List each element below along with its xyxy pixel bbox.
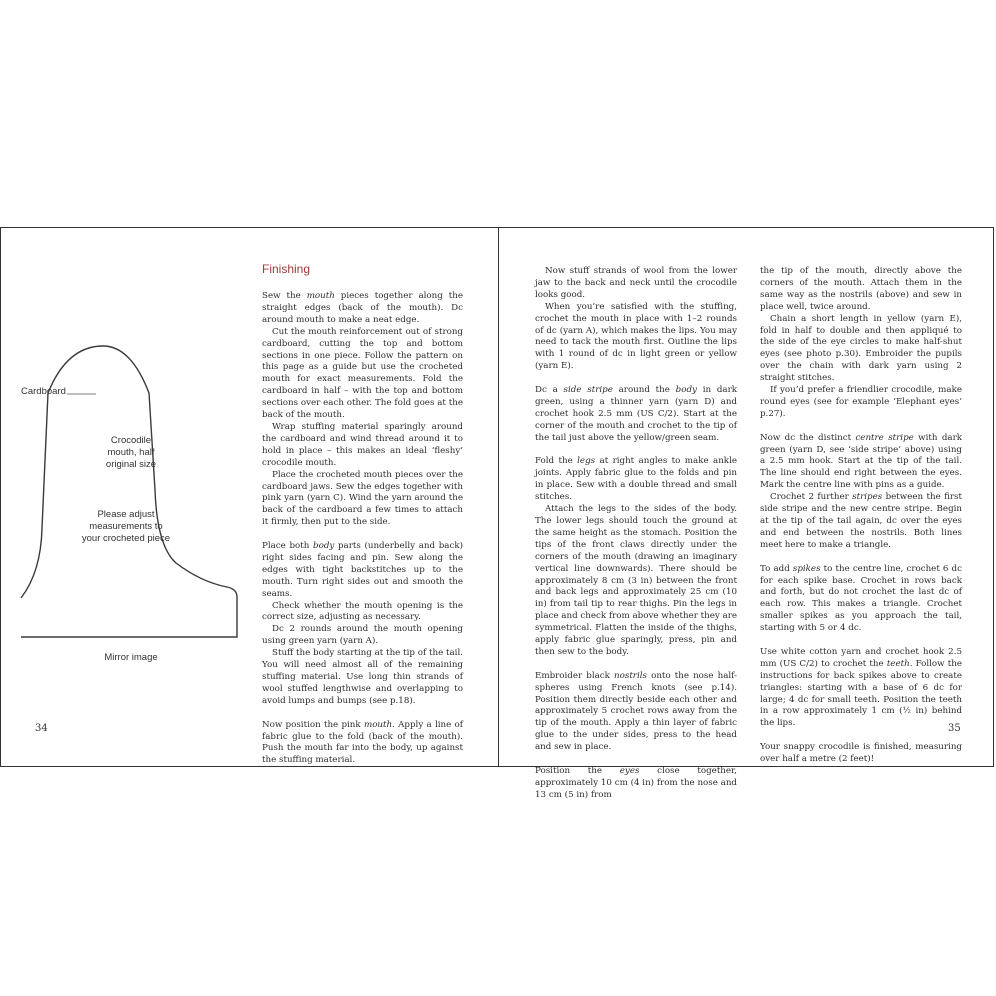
paragraph: Place the crocheted mouth pieces over the cardboard jaws. Sew the edges together with pink yarn (yarn C). Wind the yarn around the back of the cardboard a few times to attach it firmly, then put to the side. [262, 469, 463, 528]
paragraph: Now position the pink mouth. Apply a line of fabric glue to the fold (back of the mouth). Push the mouth far into the body, up against the stuffing material. [262, 719, 463, 766]
emphasis-term: side stripe [563, 385, 613, 396]
paragraph: If you’d prefer a friendlier crocodile, make round eyes (see for example ‘Elephant eyes’ p.27). [760, 385, 962, 419]
emphasis-term: centre stripe [855, 432, 914, 443]
emphasis-term: legs [577, 456, 596, 467]
text-column-2 [535, 266, 737, 802]
emphasis-term: eyes [619, 766, 640, 776]
emphasis-term: mouth [363, 719, 393, 730]
text-column-3 [760, 266, 962, 766]
paragraph: Cut the mouth reinforcement out of strong cardboard, cutting the top and bottom sections in one piece. Follow the pattern on this page as a guide but use the crocheted mouth for exact measurements. Fold the cardboard in half – with the top and bottom sections over each other. The fold goes at the back of the mouth. [262, 326, 463, 421]
emphasis-term: stripes [852, 492, 883, 503]
paragraph: Dc 2 rounds around the mouth opening using green yarn (yarn A). [262, 624, 463, 647]
emphasis-term: body [313, 541, 335, 552]
paragraph: Fold the legs at right angles to make ankle joints. Apply fabric glue to the folds and pin in place. Sew with a double thread and small stitches. [535, 456, 737, 503]
emphasis-term: spikes [792, 563, 821, 574]
pattern-center-label: Crocodile mouth, half original size [105, 435, 157, 470]
paragraph: Stuff the body starting at the tip of the tail. You will need almost all of the remaining stuffing material. Use long thin strands of wool stuffed lengthwise and overlapping to avoid lumps and bumps (see p.18). [262, 648, 463, 706]
paragraph: Embroider black nostrils onto the nose half-spheres using French knots (see p.14). Position them directly beside each other and approximately 5 crochet rows away from the tip of the mouth. Apply a thin layer of fabric glue to the under sides, press to the head and sew in place. [535, 670, 737, 753]
page-number-left: 34 [35, 723, 48, 734]
pattern-adjust-label: Please adjust measurements to your crocheted piece [81, 509, 171, 544]
paragraph: Now dc the distinct centre stripe with dark green (yarn D, see ‘side stripe’ above) using a 2.5 mm hook. Start at the tip of the tail. The line should end right between the eyes. Mark the centre line with pins as a guide. [760, 432, 962, 491]
text-column-1 [262, 291, 463, 767]
paragraph: To add spikes to the centre line, crochet 6 dc for each spike base. Crochet in rows back and forth, but do not crochet the last dc of each row. This makes a triangle. Crochet smaller spikes as you approach the tail, starting with 5 or 4 dc. [760, 563, 962, 634]
paragraph: Dc a side stripe around the body in dark green, using a thinner yarn (yarn D) and crochet hook 2.5 mm (US C/2). Start at the corner of the mouth and crochet to the tip of the tail just above the yellow/green seam. [535, 385, 737, 443]
paragraph: Chain a short length in yellow (yarn E), fold in half to double and then appliqué to the side of the eye circles to make half-shut eyes (see photo p.30). Embroider the pupils over the chain with dark yarn using 2 straight stitches. [760, 313, 962, 384]
paragraph: Sew the mouth pieces together along the straight edges (back of the mouth). Dc around mouth to make a neat edge. [262, 291, 464, 325]
paragraph: Use white cotton yarn and crochet hook 2.5 mm (US C/2) to crochet the teeth. Follow the instructions for back spikes above to create triangles: starting with a base of 6 dc for large; 4 dc for small teeth. Position the teeth in a row approximately 1 cm (½ in) behind the lips. [760, 646, 962, 729]
paragraph: Crochet 2 further stripes between the first side stripe and the new centre stripe. Begin at the tip of the tail again, dc over the eyes and end between the nostrils. Both lines meet here to make a triangle. [760, 492, 962, 550]
page-number-right: 35 [948, 723, 961, 734]
emphasis-term: body [675, 385, 697, 396]
paragraph: When you’re satisfied with the stuffing, crochet the mouth in place with 1–2 rounds of dc (yarn A), which makes the lips. You may need to tack the mouth first. Outline the lips with 1 round of dc in light green or yellow (yarn E). [535, 301, 737, 372]
page-gutter [498, 228, 499, 766]
emphasis-term: teeth [886, 658, 910, 669]
paragraph: Place both body parts (underbelly and back) right sides facing and pin. Sew along the edges with tight backstitches up to the mouth. Turn right sides out and smooth the seams. [262, 541, 463, 599]
paragraph: Wrap stuffing material sparingly around the cardboard and wind thread around it to hold in place – this makes an ideal ‘fleshy’ crocodile mouth. [262, 421, 463, 468]
mirror-image-label: Mirror image [104, 652, 158, 663]
cardboard-label: Cardboard [21, 386, 66, 397]
emphasis-term: nostrils [614, 670, 647, 681]
paragraph: Attach the legs to the sides of the body. The lower legs should touch the ground at the same height as the stomach. Position the tips of the front claws directly under the corners of the mouth (drawing an imaginary vertical line downwards). There should be approximately 8 cm (3 in) between the front and back legs and approximately 25 cm (10 in) from tail tip to rear thighs. Pin the legs in place and check from above whether they are symmetrical. Flatten the inside of the thighs, apply fabric glue sparingly, press, pin and then sew to the body. [535, 504, 737, 657]
paragraph: Now stuff strands of wool from the lower jaw to the back and neck until the crocodile looks good. [535, 266, 737, 300]
emphasis-term: mouth [306, 291, 335, 301]
paragraph: the tip of the mouth, directly above the corners of the mouth. Attach them in the same way as the nostrils (above) and sew in place well, twice around. [760, 266, 962, 312]
book-spread [0, 227, 994, 800]
paragraph: Check whether the mouth opening is the correct size, adjusting as necessary. [262, 600, 463, 623]
section-heading: Finishing [262, 262, 311, 276]
paragraph: Your snappy crocodile is finished, measuring over half a metre (2 feet)! [760, 742, 962, 765]
paragraph: Position the eyes close together, approximately 10 cm (4 in) from the nose and 13 cm (5 in) from [535, 766, 738, 800]
